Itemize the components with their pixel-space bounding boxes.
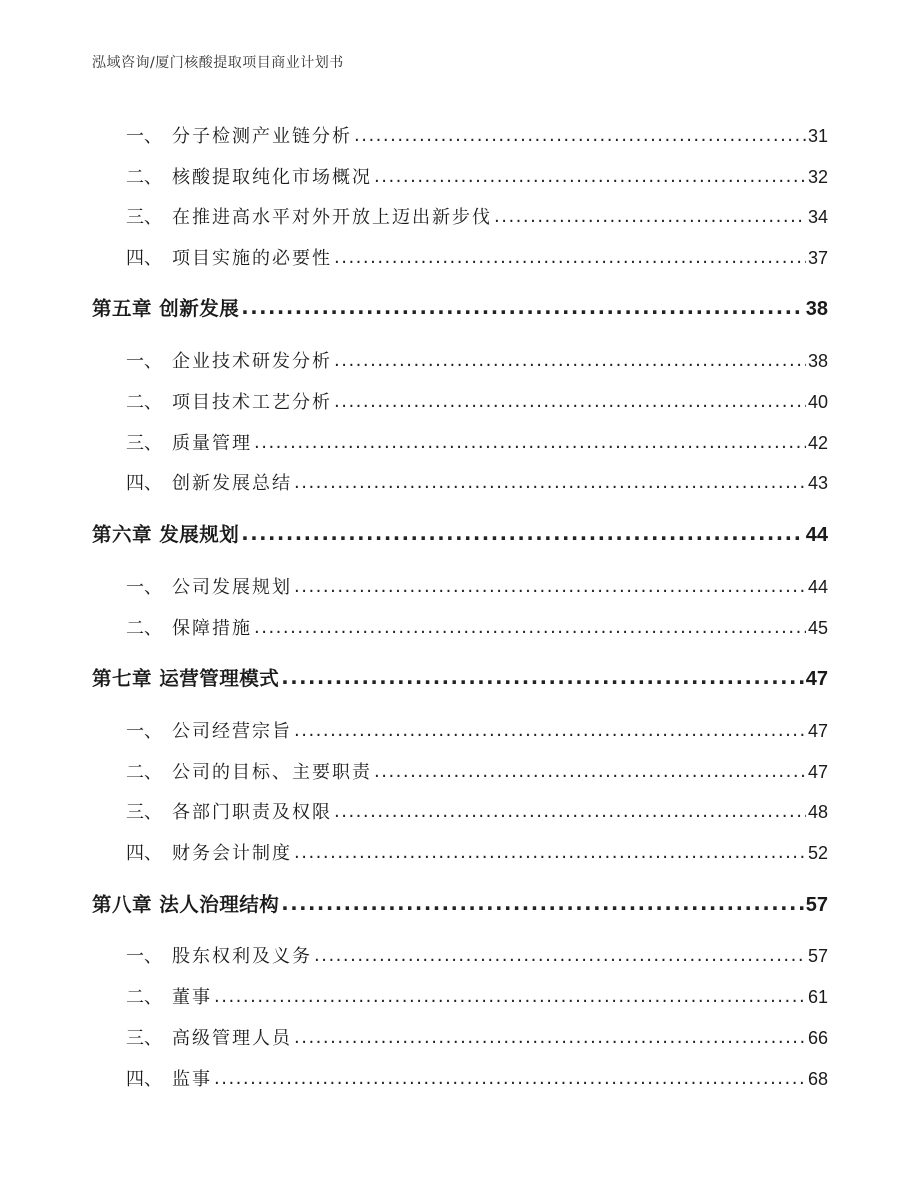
toc-chapter-title: 第八章 法人治理结构 <box>92 893 280 916</box>
toc-entry-page: 34 <box>807 207 828 227</box>
toc-entry[interactable] <box>126 574 828 600</box>
toc-chapter-title: 第五章 创新发展 <box>92 297 240 320</box>
toc-chapter-title: 第六章 发展规划 <box>92 523 240 546</box>
toc-entry-page: 47 <box>807 721 828 741</box>
toc-entry-title: 质量管理 <box>172 433 252 454</box>
toc-entry-page: 52 <box>807 843 828 863</box>
toc-entry-page: 57 <box>807 946 828 966</box>
toc-dot-leader <box>334 799 806 825</box>
toc-entry[interactable] <box>126 204 828 230</box>
toc-chapter-page: 57 <box>805 894 828 916</box>
toc-entry-number: 一、 <box>126 946 162 967</box>
toc-entry[interactable] <box>126 840 828 866</box>
toc-entry-title: 高级管理人员 <box>172 1028 292 1049</box>
toc-chapter[interactable] <box>92 890 828 920</box>
toc-entry[interactable] <box>126 1066 828 1092</box>
toc-entry-number: 一、 <box>126 351 162 372</box>
toc-entry-title: 董事 <box>172 987 212 1008</box>
toc-entry-number: 四、 <box>126 843 162 864</box>
toc-entry-number: 二、 <box>126 618 162 639</box>
toc-entry[interactable] <box>126 759 828 785</box>
toc-chapter[interactable] <box>92 520 828 550</box>
toc-entry-title: 公司经营宗旨 <box>172 721 292 742</box>
toc-entry[interactable] <box>126 389 828 415</box>
toc-entry-page: 45 <box>807 618 828 638</box>
toc-entry[interactable] <box>126 799 828 825</box>
toc-entry[interactable] <box>126 943 828 969</box>
toc-entry-number: 一、 <box>126 721 162 742</box>
toc-entry-title: 监事 <box>172 1069 212 1090</box>
toc-entry[interactable] <box>126 245 828 271</box>
toc-entry-number: 二、 <box>126 987 162 1008</box>
toc-entry-title: 保障措施 <box>172 618 252 639</box>
toc-dot-leader <box>334 348 806 374</box>
toc-entry-title: 项目技术工艺分析 <box>172 392 332 413</box>
toc-entry-page: 44 <box>807 577 828 597</box>
toc-entry[interactable] <box>126 164 828 190</box>
toc-chapter-page: 44 <box>805 524 828 546</box>
toc-entry-page: 40 <box>807 392 828 412</box>
toc-dot-leader <box>281 663 803 693</box>
toc-chapter-title: 第七章 运营管理模式 <box>92 667 280 690</box>
toc-dot-leader <box>281 889 803 919</box>
toc-entry-title: 财务会计制度 <box>172 843 292 864</box>
toc-dot-leader <box>494 204 806 230</box>
toc-entry-number: 三、 <box>126 1028 162 1049</box>
toc-entry-page: 37 <box>807 248 828 268</box>
toc-entry-page: 43 <box>807 473 828 493</box>
toc-dot-leader <box>294 1025 806 1051</box>
toc-entry-number: 二、 <box>126 167 162 188</box>
toc-dot-leader <box>374 759 806 785</box>
toc-entry-page: 31 <box>807 126 828 146</box>
toc-entry-number: 三、 <box>126 207 162 228</box>
toc-entry-number: 四、 <box>126 1069 162 1090</box>
toc-entry-title: 各部门职责及权限 <box>172 802 332 823</box>
toc-entry-page: 42 <box>807 433 828 453</box>
toc-dot-leader <box>294 840 806 866</box>
toc-dot-leader <box>334 245 806 271</box>
toc-entry-title: 创新发展总结 <box>172 473 292 494</box>
toc-entry-title: 公司的目标、主要职责 <box>172 762 372 783</box>
toc-entry[interactable] <box>126 348 828 374</box>
toc-entry-number: 三、 <box>126 433 162 454</box>
toc-dot-leader <box>334 389 806 415</box>
toc-entry-page: 68 <box>807 1069 828 1089</box>
toc-entry-number: 二、 <box>126 762 162 783</box>
toc-entry-page: 61 <box>807 987 828 1007</box>
toc-chapter-page: 47 <box>805 668 828 690</box>
toc-entry[interactable] <box>126 1025 828 1051</box>
toc-entry-number: 一、 <box>126 126 162 147</box>
toc-dot-leader <box>294 574 806 600</box>
toc-entry-number: 二、 <box>126 392 162 413</box>
toc-dot-leader <box>254 430 806 456</box>
toc-dot-leader <box>241 293 803 323</box>
toc-entry-page: 32 <box>807 167 828 187</box>
toc-entry-page: 48 <box>807 802 828 822</box>
toc-dot-leader <box>294 718 806 744</box>
toc-dot-leader <box>241 519 803 549</box>
toc-entry-page: 47 <box>807 762 828 782</box>
toc-entry-title: 公司发展规划 <box>172 577 292 598</box>
toc-entry-number: 一、 <box>126 577 162 598</box>
toc-dot-leader <box>354 123 806 149</box>
toc-entry-page: 38 <box>807 351 828 371</box>
toc-entry-title: 在推进高水平对外开放上迈出新步伐 <box>172 207 492 228</box>
toc-entry-number: 四、 <box>126 248 162 269</box>
toc-dot-leader <box>214 1066 806 1092</box>
toc-entry-title: 核酸提取纯化市场概况 <box>172 167 372 188</box>
toc-dot-leader <box>294 470 806 496</box>
toc-entry[interactable] <box>126 123 828 149</box>
toc-entry[interactable] <box>126 984 828 1010</box>
toc-chapter-page: 38 <box>805 298 828 320</box>
toc-dot-leader <box>254 615 806 641</box>
toc-entry[interactable] <box>126 615 828 641</box>
toc-entry-title: 项目实施的必要性 <box>172 248 332 269</box>
toc-dot-leader <box>314 943 806 969</box>
toc-entry-title: 股东权利及义务 <box>172 946 312 967</box>
running-header: 泓域咨询/厦门核酸提取项目商业计划书 <box>92 55 344 71</box>
toc-entry-number: 三、 <box>126 802 162 823</box>
toc-entry[interactable] <box>126 430 828 456</box>
toc-entry-number: 四、 <box>126 473 162 494</box>
toc-chapter[interactable] <box>92 294 828 324</box>
toc-chapter[interactable] <box>92 664 828 694</box>
toc-entry[interactable] <box>126 470 828 496</box>
toc-dot-leader <box>214 984 806 1010</box>
toc-dot-leader <box>374 164 806 190</box>
toc-entry-title: 企业技术研发分析 <box>172 351 332 372</box>
toc-entry[interactable] <box>126 718 828 744</box>
toc-entry-page: 66 <box>807 1028 828 1048</box>
toc-entry-title: 分子检测产业链分析 <box>172 126 352 147</box>
